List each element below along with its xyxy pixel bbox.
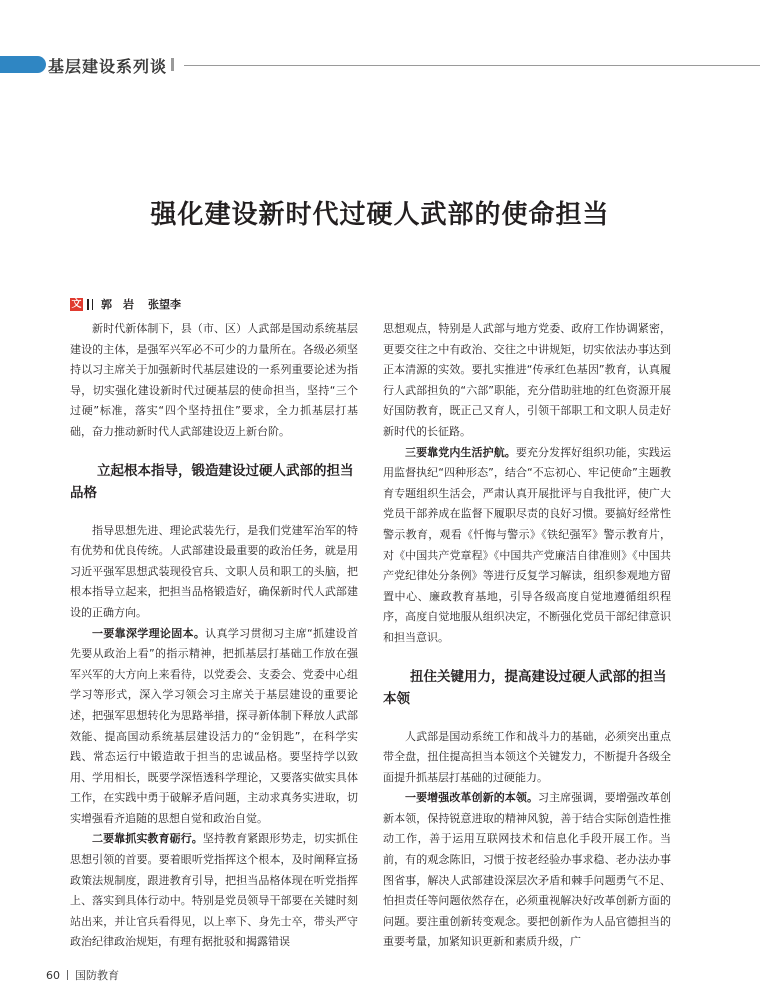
page-number: 60 xyxy=(46,968,60,982)
paragraph-text: 认真学习贯彻习主席“抓建设首先要从政治上看”的指示精神，把抓基层打基础工作放在强军兴军的大方向上来看待，以党委会、支委会、党委中心组学习等形式，深入学习领会习主席关于基层建设的重要论述，把强军思想转化为思路举措，探寻新体制下释放人武部效能、提高国动系统基层建设活力的“金钥匙”，在科学实践、常态运行中锻造敢于担当的忠诚品格。要坚持学以致用、学用相长，既要学深悟透科学理论，又要落实做实具体工作，在实践中勇于破解矛盾问题，主动求真务实进取，切实增强看齐追随的思想自觉和政治自觉。 xyxy=(70,626,358,825)
right-column xyxy=(383,319,671,953)
body-paragraph xyxy=(70,624,358,830)
body-paragraph: 指导思想先进、理论武装先行，是我们党建军治军的特有优势和优良传统。人武部建设最重要的政治任务，就是用习近平强军思想武装现役官兵、文职人员和职工的头脑，把根本指导立起来，把担当品格锻造好，确保新时代人武部建设的正确方向。 xyxy=(70,523,358,619)
body-paragraph: 新时代新体制下，县（市、区）人武部是国动系统基层建设的主体，是强军兴军必不可少的力量所在。各级必须坚持以习主席关于加强新时代基层建设的一系列重要论述为指导，切实强化建设新时代过硬基层的使命担当，坚持“三个过硬”标准，落实“四个坚持扭住”要求，全力抓基层打基础，奋力推动新时代人武部建设迈上新台阶。 xyxy=(70,322,358,438)
byline-divider xyxy=(87,299,89,310)
series-title: 基层建设系列谈 xyxy=(48,57,168,76)
section-heading: 扭住关键用力，提高建设过硬人武部的担当本领 xyxy=(383,668,667,707)
page-footer xyxy=(46,967,119,983)
body-paragraph: 思想观点，特别是人武部与地方党委、政府工作协调紧密，更要交往之中有政治、交往之中讲规矩，切实依法办事达到正本清源的实效。要扎实推进“传承红色基因”教育，认真履行人武部担负的“六部”职能，充分借助驻地的红色资源开展好国防教育，既正己又育人，引领干部职工和文职人员走好新时代的长征路。 xyxy=(383,322,671,438)
byline xyxy=(70,296,195,312)
series-divider-mark xyxy=(171,58,174,71)
section-heading: 立起根本指导，锻造建设过硬人武部的担当品格 xyxy=(70,462,354,501)
paragraph-lead: 三要靠党内生活护航。 xyxy=(405,445,516,459)
body-paragraph: 人武部是国动系统工作和战斗力的基础，必须突出重点带全盘，扭住提高担当本领这个关键发力，不断提升各级全面提升抓基层打基础的过硬能力。 xyxy=(383,729,671,784)
body-paragraph xyxy=(383,443,671,649)
body-paragraph xyxy=(383,788,671,953)
byline-divider xyxy=(92,299,93,310)
article-title: 强化建设新时代过硬人武部的使命担当 xyxy=(150,200,610,230)
header-rule xyxy=(184,65,760,66)
author-name: 郭 岩 xyxy=(101,298,134,311)
paragraph-text: 坚持教育紧跟形势走，切实抓住思想引领的首要。要着眼听党指挥这个根本，及时阐释宣扬政策法规制度，跟进教育引导，把担当品格体现在听党指挥上、落实到具体行动中。特别是党员领导干部要在关键时刻站出来，并让官兵看得见，以上率下、身先士卒，带头严守政治纪律政治规矩，有理有据批驳和揭露错误 xyxy=(70,832,359,949)
paragraph-text: 要充分发挥好组织功能，实践运用监督执纪“四种形态”，结合“不忘初心、牢记使命”主题教育专题组织生活会，严肃认真开展批评与自我批评，使广大党员干部养成在监督下履职尽责的良好习惯。要搞好经常性警示教育，观看《忏悔与警示》《铁纪强军》警示教育片，对《中国共产党章程》《中国共产党廉洁自律准则》《中国共产党纪律处分条例》等进行反复学习解读，组织参观地方留置中心、廉政教育基地，引导各级高度自觉地遵循组织程序，高度自觉地服从组织决定，不断强化党员干部纪律意识和担当意识。 xyxy=(383,445,672,644)
paragraph-lead: 一要增强改革创新的本领。 xyxy=(405,791,539,805)
header-tab-bar xyxy=(0,56,46,73)
paragraph-lead: 二要靠抓实教育砺行。 xyxy=(92,832,203,846)
body-paragraph xyxy=(70,829,358,953)
author-name: 张望李 xyxy=(148,298,181,311)
journal-name: 国防教育 xyxy=(75,969,119,982)
left-column xyxy=(70,319,358,953)
paragraph-text: 习主席强调，要增强改革创新本领，保持锐意进取的精神风貌，善于结合实际创造性推动工作，善于运用互联网技术和信息化手段开展工作。当前，有的观念陈旧，习惯于按老经验办事求稳、老办法办事图省事，解决人武部建设深层次矛盾和棘手问题勇气不足、怕担责任等问题依然存在，必须重视解决好改革创新方面的问题。要注重创新转变观念。要把创新作为人品官德担当的重要考量，加紧知识更新和素质升级，广 xyxy=(383,791,672,949)
footer-divider xyxy=(67,970,68,980)
wen-label-icon: 文 xyxy=(71,298,82,310)
paragraph-lead: 一要靠深学理论固本。 xyxy=(92,626,206,640)
